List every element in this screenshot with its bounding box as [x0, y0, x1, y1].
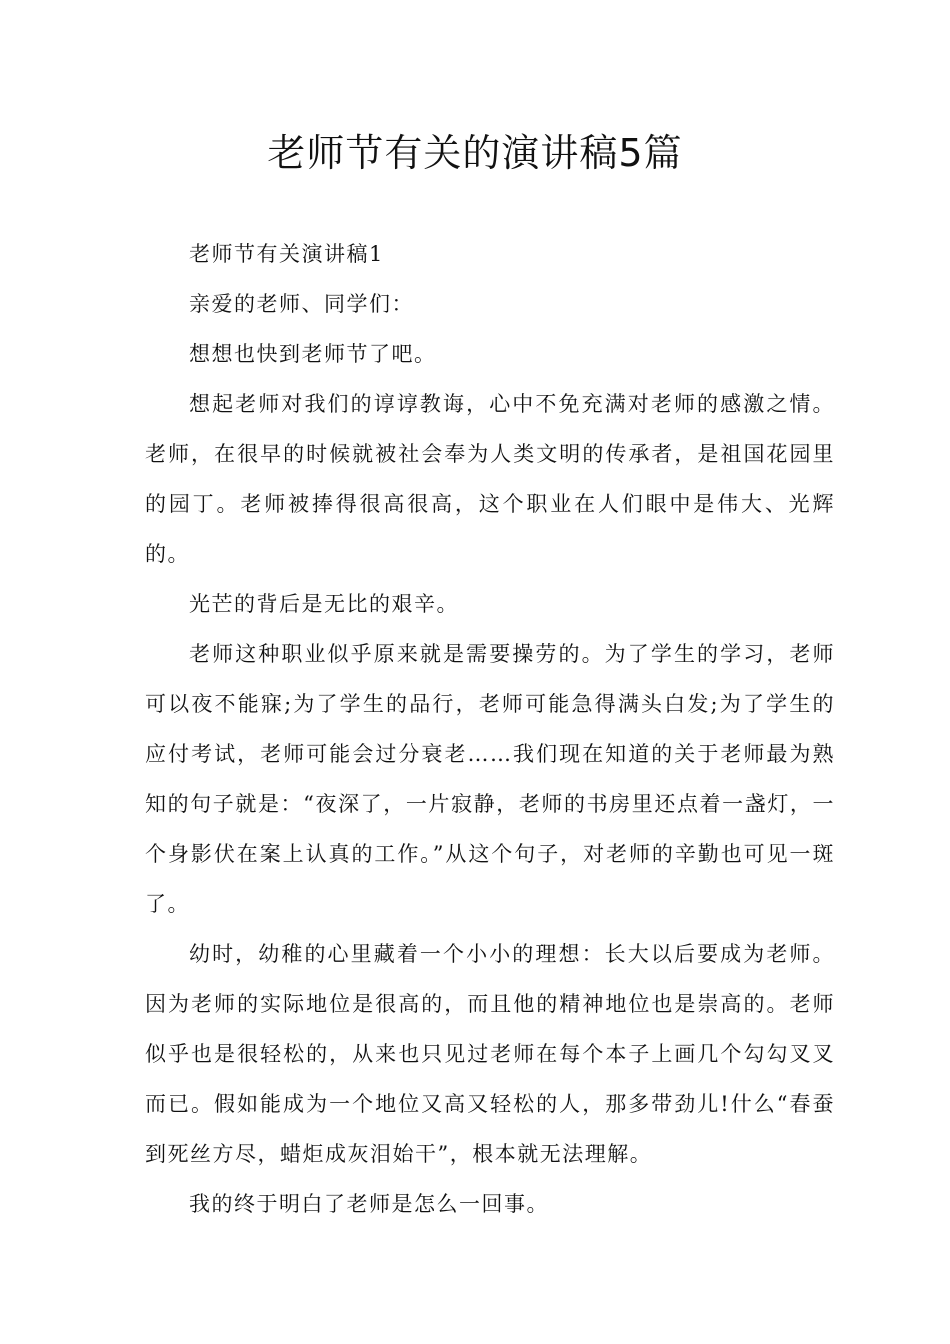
body-paragraph: 幼时，幼稚的心里藏着一个小小的理想：长大以后要成为老师。因为老师的实际地位是很高的，而且他的精神地位也是崇高的。老师似乎也是很轻松的，从来也只见过老师在每个本子上画几个勾勾叉叉而已。假如能成为一个地位又高又轻松的人，那多带劲儿!什么“春蚕到死丝方尽，蜡炬成灰泪始干”，根本就无法理解。: [145, 942, 835, 1166]
body-paragraph: 老师这种职业似乎原来就是需要操劳的。为了学生的学习，老师可以夜不能寐;为了学生的品行，老师可能急得满头白发;为了学生的应付考试，老师可能会过分衰老……我们现在知道的关于老师最为熟知的句子就是：“夜深了，一片寂静，老师的书房里还点着一盏灯，一个身影伏在案上认真的工作。”从这个句子，对老师的辛勤也可见一斑了。: [145, 642, 835, 916]
document-body: [145, 229, 835, 1229]
body-paragraph: 想起老师对我们的谆谆教诲，心中不免充满对老师的感激之情。老师，在很早的时候就被社会奉为人类文明的传承者，是祖国花园里的园丁。老师被捧得很高很高，这个职业在人们眼中是伟大、光辉的。: [145, 392, 835, 566]
document-title: 老师节有关的演讲稿5篇: [267, 131, 683, 175]
body-paragraph: 想想也快到老师节了吧。: [189, 342, 437, 366]
body-paragraph: 我的终于明白了老师是怎么一回事。: [189, 1192, 549, 1216]
salutation: 亲爱的老师、同学们：: [189, 292, 414, 316]
body-paragraph: 光芒的背后是无比的艰辛。: [189, 592, 459, 616]
section-heading: 老师节有关演讲稿1: [189, 242, 384, 266]
